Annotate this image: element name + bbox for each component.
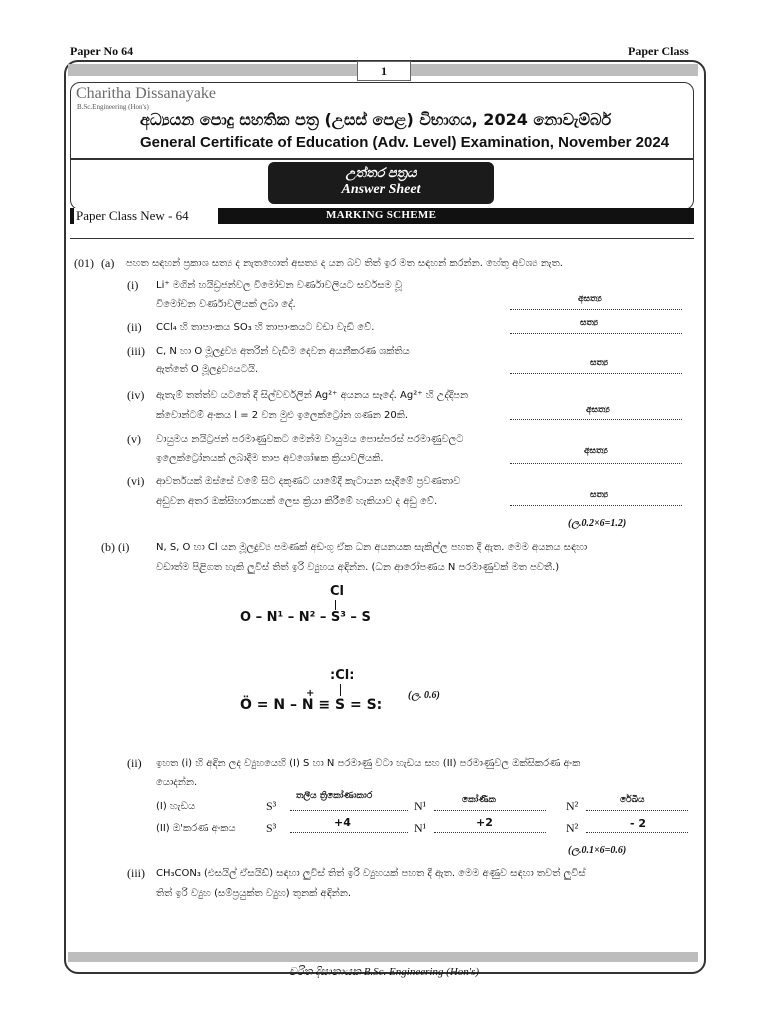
lewis-bond [340, 684, 341, 696]
author-name: Charitha Dissanayake [76, 85, 216, 102]
ox-n1-line [434, 832, 546, 833]
shape-n2-line [586, 810, 688, 811]
ox-s3-line [290, 832, 408, 833]
item-v-line1: වායුමය නයිට්‍රජන් පරමාණුවකට මෙන්ම වායුමය පොස්පරස් පරමාණුවලට [156, 434, 464, 445]
part-b-ii-marks: (ල.0.1×6=0.6) [568, 845, 627, 856]
item-iv-answer: අසත්‍ය [586, 405, 610, 415]
item-iii-line2: ඇත්තේ O මූලද්‍රව්‍යයටයි. [156, 364, 259, 375]
item-i-line1: Li⁺ මගින් හයිඩ්‍රජන්වල විමෝචන වර්ණාවලියට සර්වසම වූ [156, 280, 403, 291]
item-iv-line1: ඇතැම් තත්ත්ව යටතේ දී සිල්වර්වලින් Ag²⁺ අයනය සෑදේ. Ag²⁺ හි උද්දීපන [156, 390, 469, 401]
row-ox-n1: N¹ [414, 821, 427, 835]
part-b-line2: වඩාත්ම පිළිගත හැකි ලුවිස් තිත් ඉරි ව්‍යුහය අඳින්න. (ධන ආරෝපණය N පරමාණුවක් මත පවතී.) [156, 562, 560, 573]
item-iv-number: (iv) [127, 388, 145, 402]
part-b-iii-line1: CH₃CON₃ (එසයිල් ඒසයිඩ්) සඳහා ලුවිස් තිත් ඉරි ව්‍යුහයක් පහත දී ඇත. මෙම අණුව සඳහා තවත් ලුවිස් [156, 868, 586, 879]
item-vi-line2: අඩුවන අතර ඔක්සිහාරකයක් ලෙස ක්‍රියා කිරීමේ හැකියාව ද අඩු වේ. [156, 496, 438, 507]
item-iv-answer-line [510, 419, 682, 420]
part-a-marks: (ල.0.2×6=1.2) [568, 518, 627, 529]
part-b-line1: N, S, O හා Cl යන මූලද්‍රව්‍ය පමණක් අඩංගු ඒක ධන අයනයක සැකිල්ල පහත දී ඇත. මෙම අයනය සඳහා [156, 542, 588, 553]
title-english: General Certificate of Education (Adv. Level) Examination, November 2024 [140, 134, 670, 151]
item-iii-answer-line [510, 373, 682, 374]
body-divider [70, 238, 694, 239]
item-iii-number: (iii) [127, 344, 145, 358]
skeleton-cl: Cl [330, 584, 344, 599]
item-ii-number: (ii) [127, 320, 142, 334]
paper-class-new: Paper Class New - 64 [74, 208, 218, 224]
part-a-label: (a) [101, 256, 115, 270]
row-shape-n1: N¹ [414, 799, 427, 813]
title-sinhala: අධ්‍යයන පොදු සහතික පත්‍ර (උසස් පෙළ) විභාගය, 2024 නොවැම්බර් [140, 110, 612, 129]
item-v-number: (v) [127, 432, 141, 446]
shape-n1-answer: කෝණික [462, 795, 496, 805]
header-divider [70, 158, 694, 160]
part-a-instruction: පහත සඳහන් ප්‍රකාශ සත්‍ය ද නැතහොත් අසත්‍ය ද යන බව තිත් ඉර මත සඳහන් කරන්න. හේතු අවශ්‍ය නැත. [126, 258, 563, 269]
item-v-line2: ඉලෙක්ට්‍රෝනයක් ලබාදීම තාප අවශෝෂක ක්‍රියාවලියකි. [156, 453, 384, 464]
item-vi-answer-line [510, 505, 682, 506]
row-shape-s3: S³ [266, 799, 277, 813]
part-b-label: (b) (i) [101, 540, 130, 554]
ox-n1-answer: +2 [476, 816, 493, 829]
item-vi-line1: ආවර්තයක් ඔස්සේ වමේ සිට දකුණට යාමේදී කැටායන සෑදීමේ ප්‍රවණතාව [156, 476, 461, 487]
paper-class: Paper Class [628, 44, 689, 58]
page-number: 1 [357, 61, 411, 81]
ox-s3-answer: +4 [334, 816, 351, 829]
item-iii-answer: සත්‍ය [590, 358, 609, 368]
author-degree: B.Sc.Engineering (Hon's) [77, 103, 149, 111]
shape-s3-answer: තලීය ත්‍රිකෝණාකාර [296, 791, 373, 801]
answer-sheet-english: Answer Sheet [341, 182, 421, 197]
shape-s3-line [290, 810, 408, 811]
marking-scheme-label: MARKING SCHEME [326, 209, 437, 221]
row-ox-n2: N² [566, 821, 579, 835]
item-i-line2: විමෝචන වර්ණාවලියක් ලබා දේ. [156, 299, 296, 310]
part-b-iii-line2: තිත් ඉරි ව්‍යුහ (සම්ප්‍රයුක්ත ව්‍යුහ) තුනක් අඳින්න. [156, 888, 352, 899]
shape-n2-answer: රේඛීය [620, 795, 645, 805]
row-ox-s3: S³ [266, 821, 277, 835]
lewis-plus: + [306, 688, 315, 699]
lewis-marks: (ල. 0.6) [408, 690, 440, 701]
row-ox-label: (II) ඔ'කරණ අංකය [156, 823, 236, 834]
item-iii-line1: C, N හා O මූලද්‍රව්‍ය අතරින් වැඩිම දෙවන අයනීකරණ ශක්තිය [156, 346, 410, 357]
item-vi-answer: සත්‍ය [590, 490, 609, 500]
row-shape-label: (I) හැඩය [156, 801, 196, 812]
part-b-ii-line2: යොදන්න. [156, 777, 198, 788]
item-ii-answer-line [510, 333, 682, 334]
ox-n2-answer: - 2 [630, 817, 647, 830]
answer-sheet-box [268, 162, 494, 204]
footer-signature: චරිත දිසානායක B.Sc. Engineering (Hon's) [288, 966, 480, 978]
shape-n1-line [434, 810, 546, 811]
lewis-structure: Ö = N – N ≡ S = S: [240, 697, 383, 713]
answer-sheet-sinhala: උත්තර පත්‍රය [345, 165, 417, 180]
item-iv-line2: ක්වොන්ටම් අංකය l = 2 වන මුළු ඉලෙක්ට්‍රෝන ගණන 20කි. [156, 410, 409, 421]
item-vi-number: (vi) [127, 474, 145, 488]
item-v-answer-line [510, 463, 682, 464]
row-shape-n2: N² [566, 799, 579, 813]
skeleton-structure: O – N¹ – N² – S³ – S [240, 610, 371, 625]
part-b-ii-number: (ii) [127, 756, 142, 770]
skeleton-bond [335, 600, 336, 610]
item-i-answer: අසත්‍ය [578, 294, 602, 304]
ox-n2-line [586, 832, 688, 833]
question-number: (01) [74, 256, 94, 270]
bottom-gray-bar [68, 952, 698, 962]
paper-number: Paper No 64 [70, 44, 134, 58]
item-i-number: (i) [127, 278, 139, 292]
item-ii-line1: CCl₄ හි තාපාංකය SO₃ හි තාපාංකයට වඩා වැඩි වේ. [156, 322, 375, 333]
item-i-answer-line [510, 309, 682, 310]
part-b-iii-number: (iii) [127, 866, 145, 880]
item-ii-answer: සත්‍ය [580, 318, 599, 328]
item-v-answer: අසත්‍ය [584, 446, 608, 456]
part-b-ii-line1: ඉහත (i) හි අඳින ලද ව්‍යුහයෙහි (I) S හා N පරමාණු වටා හැඩය සහ (II) පරමාණුවල ඔක්සිකරණ අංක [156, 758, 581, 769]
lewis-cl: :Cl: [330, 668, 355, 683]
